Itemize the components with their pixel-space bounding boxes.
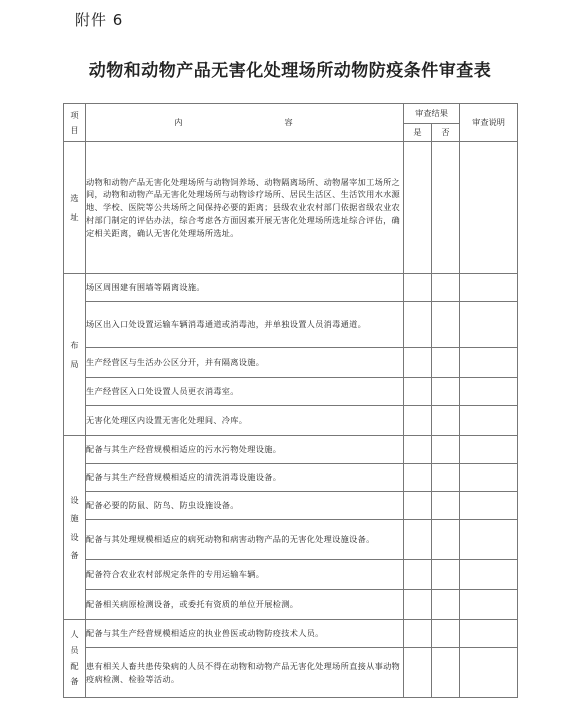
table-row <box>64 378 518 406</box>
table-row <box>64 274 518 302</box>
yes-cell[interactable] <box>404 464 432 492</box>
no-cell[interactable] <box>432 648 460 698</box>
remark-cell[interactable] <box>460 648 518 698</box>
no-cell[interactable] <box>432 520 460 560</box>
remark-cell[interactable] <box>460 302 518 348</box>
yes-cell[interactable] <box>404 590 432 620</box>
requirement-cell: 场区出入口处设置运输车辆消毒通道或消毒池，并单独设置人员消毒通道。 <box>86 302 404 348</box>
requirement-cell: 配备与其生产经营规模相适应的污水污物处理设施。 <box>86 436 404 464</box>
remark-cell[interactable] <box>460 142 518 274</box>
header-yes: 是 <box>404 124 432 142</box>
no-cell[interactable] <box>432 406 460 436</box>
remark-cell[interactable] <box>460 464 518 492</box>
yes-cell[interactable] <box>404 378 432 406</box>
yes-cell[interactable] <box>404 406 432 436</box>
yes-cell[interactable] <box>404 492 432 520</box>
requirement-cell: 无害化处理区内设置无害化处理间、冷库。 <box>86 406 404 436</box>
header-category: 项 目 <box>64 104 86 142</box>
remark-cell[interactable] <box>460 348 518 378</box>
yes-cell[interactable] <box>404 348 432 378</box>
table-row <box>64 520 518 560</box>
table-row <box>64 142 518 274</box>
table-row <box>64 302 518 348</box>
header-row <box>64 104 518 124</box>
remark-cell[interactable] <box>460 436 518 464</box>
no-cell[interactable] <box>432 302 460 348</box>
no-cell[interactable] <box>432 590 460 620</box>
requirement-cell: 配备必要的防鼠、防鸟、防虫设施设备。 <box>86 492 404 520</box>
requirement-cell: 配备与其生产经营规模相适应的执业兽医或动物防疫技术人员。 <box>86 620 404 648</box>
yes-cell[interactable] <box>404 302 432 348</box>
table-row <box>64 620 518 648</box>
category-cell: 布局 <box>64 274 86 436</box>
category-cell: 选址 <box>64 142 86 274</box>
yes-cell[interactable] <box>404 436 432 464</box>
no-cell[interactable] <box>432 348 460 378</box>
no-cell[interactable] <box>432 620 460 648</box>
requirement-cell: 配备符合农业农村部规定条件的专用运输车辆。 <box>86 560 404 590</box>
remark-cell[interactable] <box>460 560 518 590</box>
header-remark: 审查说明 <box>460 104 518 142</box>
table-row <box>64 348 518 378</box>
requirement-cell: 场区周围建有围墙等隔离设施。 <box>86 274 404 302</box>
table-row <box>64 492 518 520</box>
requirement-cell: 配备与其处理规模相适应的病死动物和病害动物产品的无害化处理设施设备。 <box>86 520 404 560</box>
no-cell[interactable] <box>432 378 460 406</box>
yes-cell[interactable] <box>404 274 432 302</box>
table-row <box>64 436 518 464</box>
requirement-cell: 生产经营区入口处设置人员更衣消毒室。 <box>86 378 404 406</box>
no-cell[interactable] <box>432 464 460 492</box>
table-row <box>64 406 518 436</box>
remark-cell[interactable] <box>460 274 518 302</box>
remark-cell[interactable] <box>460 520 518 560</box>
table-row <box>64 590 518 620</box>
no-cell[interactable] <box>432 274 460 302</box>
header-no: 否 <box>432 124 460 142</box>
remark-cell[interactable] <box>460 406 518 436</box>
requirement-cell: 配备相关病原检测设备，或委托有资质的单位开展检测。 <box>86 590 404 620</box>
header-result: 审查结果 <box>404 104 460 124</box>
form-title: 动物和动物产品无害化处理场所动物防疫条件审查表 <box>88 61 492 81</box>
table-row <box>64 464 518 492</box>
requirement-cell: 生产经营区与生活办公区分开，并有隔离设施。 <box>86 348 404 378</box>
no-cell[interactable] <box>432 142 460 274</box>
inspection-table <box>63 103 518 698</box>
remark-cell[interactable] <box>460 620 518 648</box>
table-row <box>64 648 518 698</box>
yes-cell[interactable] <box>404 520 432 560</box>
remark-cell[interactable] <box>460 492 518 520</box>
yes-cell[interactable] <box>404 560 432 590</box>
no-cell[interactable] <box>432 492 460 520</box>
yes-cell[interactable] <box>404 142 432 274</box>
annex-label: 附件 6 <box>75 11 124 29</box>
no-cell[interactable] <box>432 436 460 464</box>
requirement-cell: 动物和动物产品无害化处理场所与动物饲养场、动物隔离场所、动物屠宰加工场所之间，动物和动物产品无害化处理场所与动物诊疗场所、居民生活区、生活饮用水水源地、学校、医院等公共场所之间保持必要的距离；县级农业农村部门依据省级农业农村部门制定的评估办法，综合考虑各方面因素开展无害化处理场所选址综合评估，确定相关距离，确认无害化处理场所选址。 <box>86 142 404 274</box>
table-row <box>64 560 518 590</box>
category-cell: 设施设备 <box>64 436 86 620</box>
remark-cell[interactable] <box>460 378 518 406</box>
no-cell[interactable] <box>432 560 460 590</box>
yes-cell[interactable] <box>404 648 432 698</box>
category-cell: 人员配备 <box>64 620 86 698</box>
yes-cell[interactable] <box>404 620 432 648</box>
requirement-cell: 患有相关人畜共患传染病的人员不得在动物和动物产品无害化处理场所直接从事动物疫病检测、检验等活动。 <box>86 648 404 698</box>
requirement-cell: 配备与其生产经营规模相适应的清洗消毒设施设备。 <box>86 464 404 492</box>
header-content: 内 容 <box>86 104 404 142</box>
remark-cell[interactable] <box>460 590 518 620</box>
